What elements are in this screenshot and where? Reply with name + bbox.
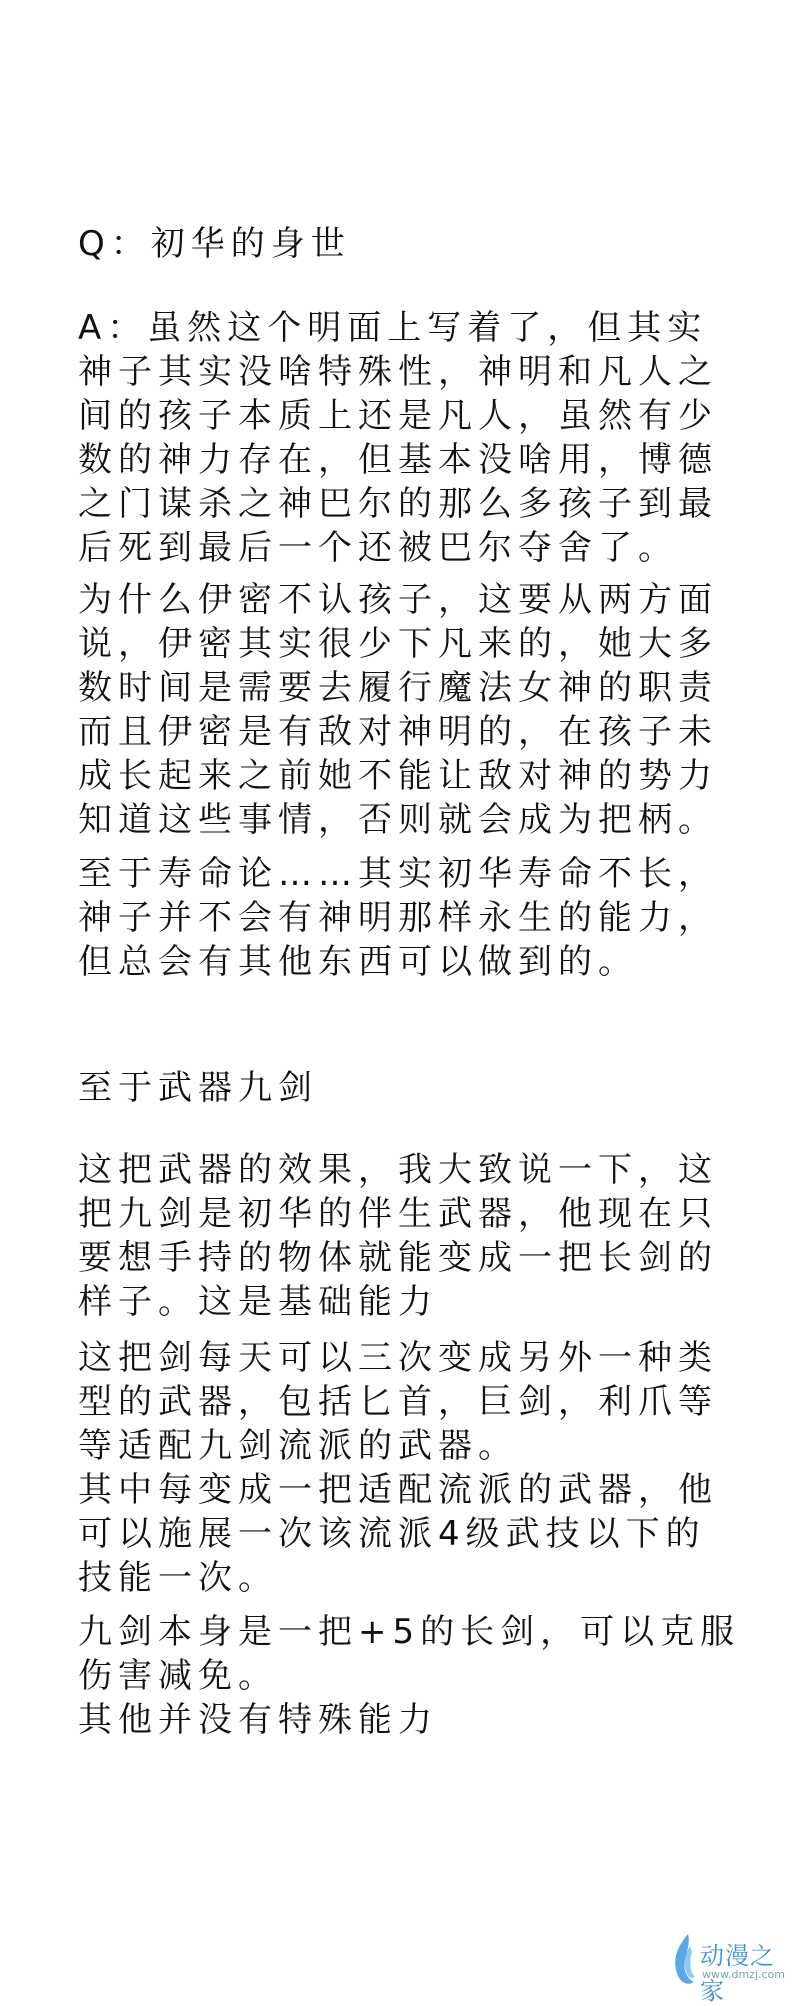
text-line: 神子并不会有神明那样永生的能力，: [78, 898, 718, 938]
text-line: 数的神力存在，但基本没啥用，博德: [78, 440, 718, 480]
weapon-transform-paragraph: [78, 1336, 738, 1600]
text-line: 其他并没有特殊能力: [78, 1700, 438, 1740]
text-line: 这把剑每天可以三次变成另外一种类: [78, 1338, 718, 1378]
lifespan-paragraph: [78, 852, 738, 984]
mystra-paragraph: [78, 578, 738, 842]
text-line: 技能一次。: [78, 1558, 278, 1598]
text-line: 间的孩子本质上还是凡人，虽然有少: [78, 396, 718, 436]
text-line: 至于武器九剑: [78, 1068, 318, 1108]
text-line: 而且伊密是有敌对神明的，在孩子未: [78, 712, 718, 752]
text-line: 为什么伊密不认孩子，这要从两方面: [78, 580, 718, 620]
text-line: 之门谋杀之神巴尔的那么多孩子到最: [78, 484, 718, 524]
text-line: 样子。这是基础能力: [78, 1282, 438, 1322]
text-line: 等适配九剑流派的武器。: [78, 1426, 518, 1466]
weapon-section-title: [78, 1066, 738, 1110]
text-line: 其中每变成一把适配流派的武器，他: [78, 1470, 718, 1510]
text-line: 把九剑是初华的伴生武器，他现在只: [78, 1194, 718, 1234]
text-line: 知道这些事情，否则就会成为把柄。: [78, 800, 718, 840]
feather-drop-icon: [668, 1932, 702, 1988]
text-line: 这把武器的效果，我大致说一下，这: [78, 1150, 718, 1190]
answer-paragraph: [78, 306, 738, 570]
text-line: 后死到最后一个还被巴尔夺舍了。: [78, 528, 678, 568]
site-watermark: [648, 1930, 788, 2005]
text-line: 伤害减免。: [78, 1656, 278, 1696]
text-line: 说，伊密其实很少下凡来的，她大多: [78, 624, 718, 664]
text-line: A：虽然这个明面上写着了，但其实: [78, 308, 708, 348]
text-line: 九剑本身是一把+5的长剑，可以克服: [78, 1612, 741, 1652]
weapon-effect-paragraph: [78, 1148, 738, 1324]
weapon-stats-paragraph: [78, 1610, 741, 1742]
text-line: 但总会有其他东西可以做到的。: [78, 942, 638, 982]
text-line: 数时间是需要去履行魔法女神的职责: [78, 668, 718, 708]
text-line: 型的武器，包括匕首，巨剑，利爪等: [78, 1382, 718, 1422]
text-line: 神子其实没啥特殊性，神明和凡人之: [78, 352, 718, 392]
text-line: 成长起来之前她不能让敌对神的势力: [78, 756, 718, 796]
question-title: [78, 222, 738, 266]
watermark-logo-text: 动漫之家: [700, 1942, 775, 2005]
text-line: Q：初华的身世: [78, 224, 351, 264]
text-line: 至于寿命论……其实初华寿命不长，: [78, 854, 718, 894]
text-line: 要想手持的物体就能变成一把长剑的: [78, 1238, 718, 1278]
watermark-url: www.dmzj.com: [702, 1968, 785, 1981]
text-line: 可以施展一次该流派4级武技以下的: [78, 1514, 706, 1554]
